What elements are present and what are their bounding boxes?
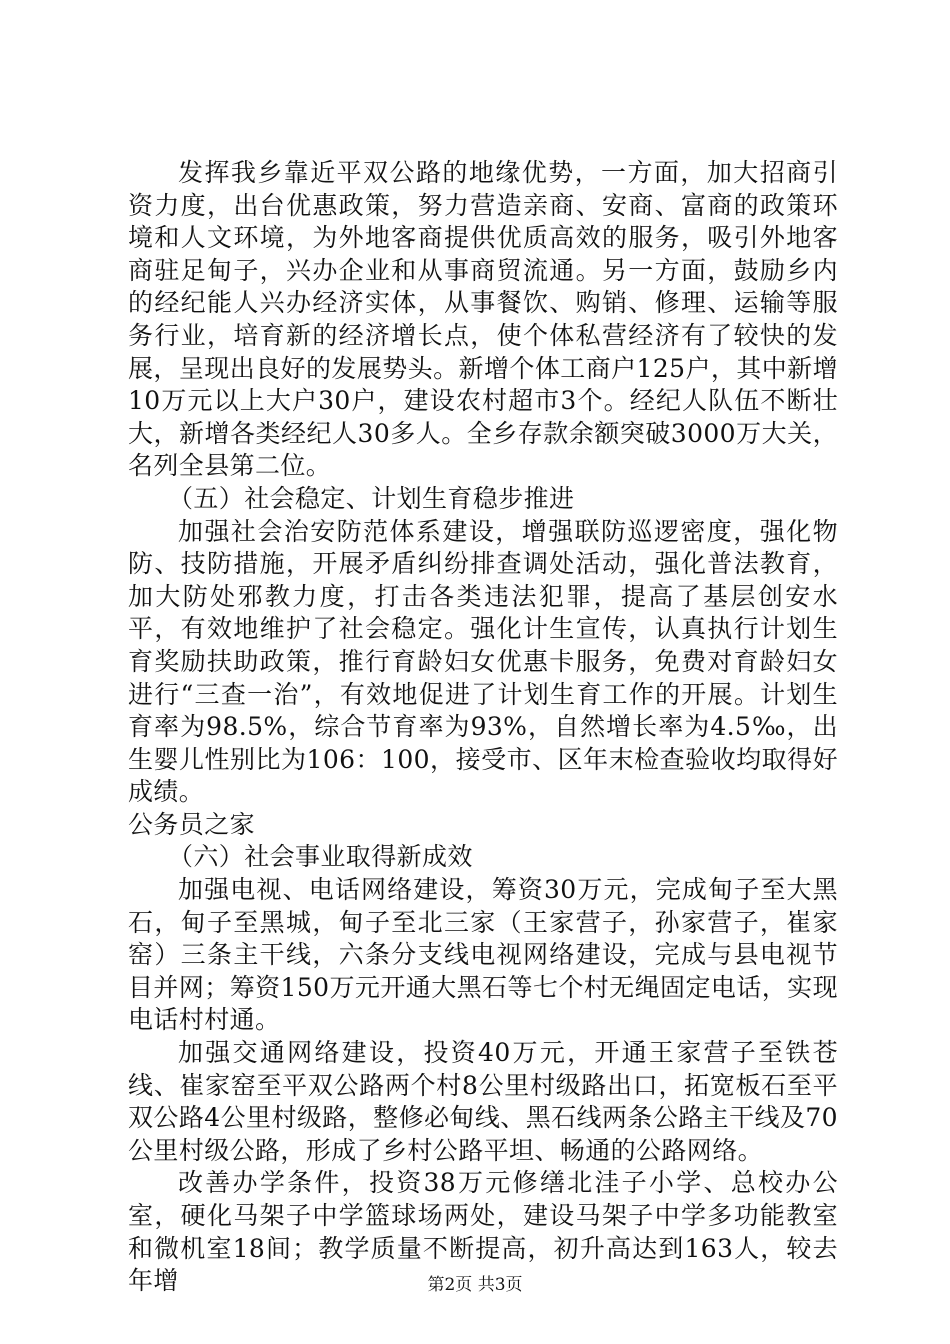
- paragraph-business-development: 发挥我乡靠近平双公路的地缘优势，一方面，加大招商引资力度，出台优惠政策，努力营造亲商、安商、富商的政策环境和人文环境，为外地客商提供优质高效的服务，吸引外地客商驻足甸子，兴办企业和从事商贸流通。另一方面，鼓励乡内的经纪能人兴办经济实体，从事餐饮、购销、修理、运输等服务行业，培育新的经济增长点，使个体私营经济有了较快的发展，呈现出良好的发展势头。新增个体工商户125户，其中新增10万元以上大户30户，建设农村超市3个。经纪人队伍不断壮大，新增各类经纪人30多人。全乡存款余额突破3000万大关，名列全县第二位。: [128, 158, 838, 481]
- section-heading-social-stability: （五）社会稳定、计划生育稳步推进: [168, 483, 575, 513]
- paragraph-telecom-network: 加强电视、电话网络建设，筹资30万元，完成甸子至大黑石，甸子至黑城，甸子至北三家（王家营子，孙家营子，崔家窑）三条主干线，六条分支线电视网络建设，完成与县电视节目并网；筹资150万元开通大黑石等七个村无绳固定电话，实现电话村村通。: [128, 875, 838, 1035]
- paragraph-transport-network: 加强交通网络建设，投资40万元，开通王家营子至铁苍线、崔家窑至平双公路两个村8公里村级路出口，拓宽板石至平双公路4公里村级路，整修必甸线、黑石线两条公路主干线及70公里村级公路，形成了乡村公路平坦、畅通的公路网络。: [128, 1038, 838, 1165]
- page-number-footer: 第2页 共3页: [427, 1275, 523, 1295]
- section-heading-social-affairs: （六）社会事业取得新成效: [168, 842, 473, 872]
- paragraph-social-stability: 加强社会治安防范体系建设，增强联防巡逻密度，强化物防、技防措施，开展矛盾纠纷排查调处活动，强化普法教育，加大防处邪教力度，打击各类违法犯罪，提高了基层创安水平，有效地维护了社会稳定。强化计生宣传，认真执行计划生育奖励扶助政策，推行育龄妇女优惠卡服务，免费对育龄妇女进行“三查一治”，有效地促进了计划生育工作的开展。计划生育率为98.5%，综合节育率为93%，自然增长率为4.5‰，出生婴儿性别比为106：100，接受市、区年末检查验收均取得好成绩。: [128, 516, 838, 807]
- source-watermark-text: 公务员之家: [128, 809, 256, 839]
- document-body: [128, 157, 838, 1298]
- paragraph-education: 改善办学条件，投资38万元修缮北洼子小学、总校办公室，硬化马架子中学篮球场两处，建设马架子中学多功能教室和微机室18间；教学质量不断提高，初升高达到163人，较去年增: [128, 1168, 838, 1296]
